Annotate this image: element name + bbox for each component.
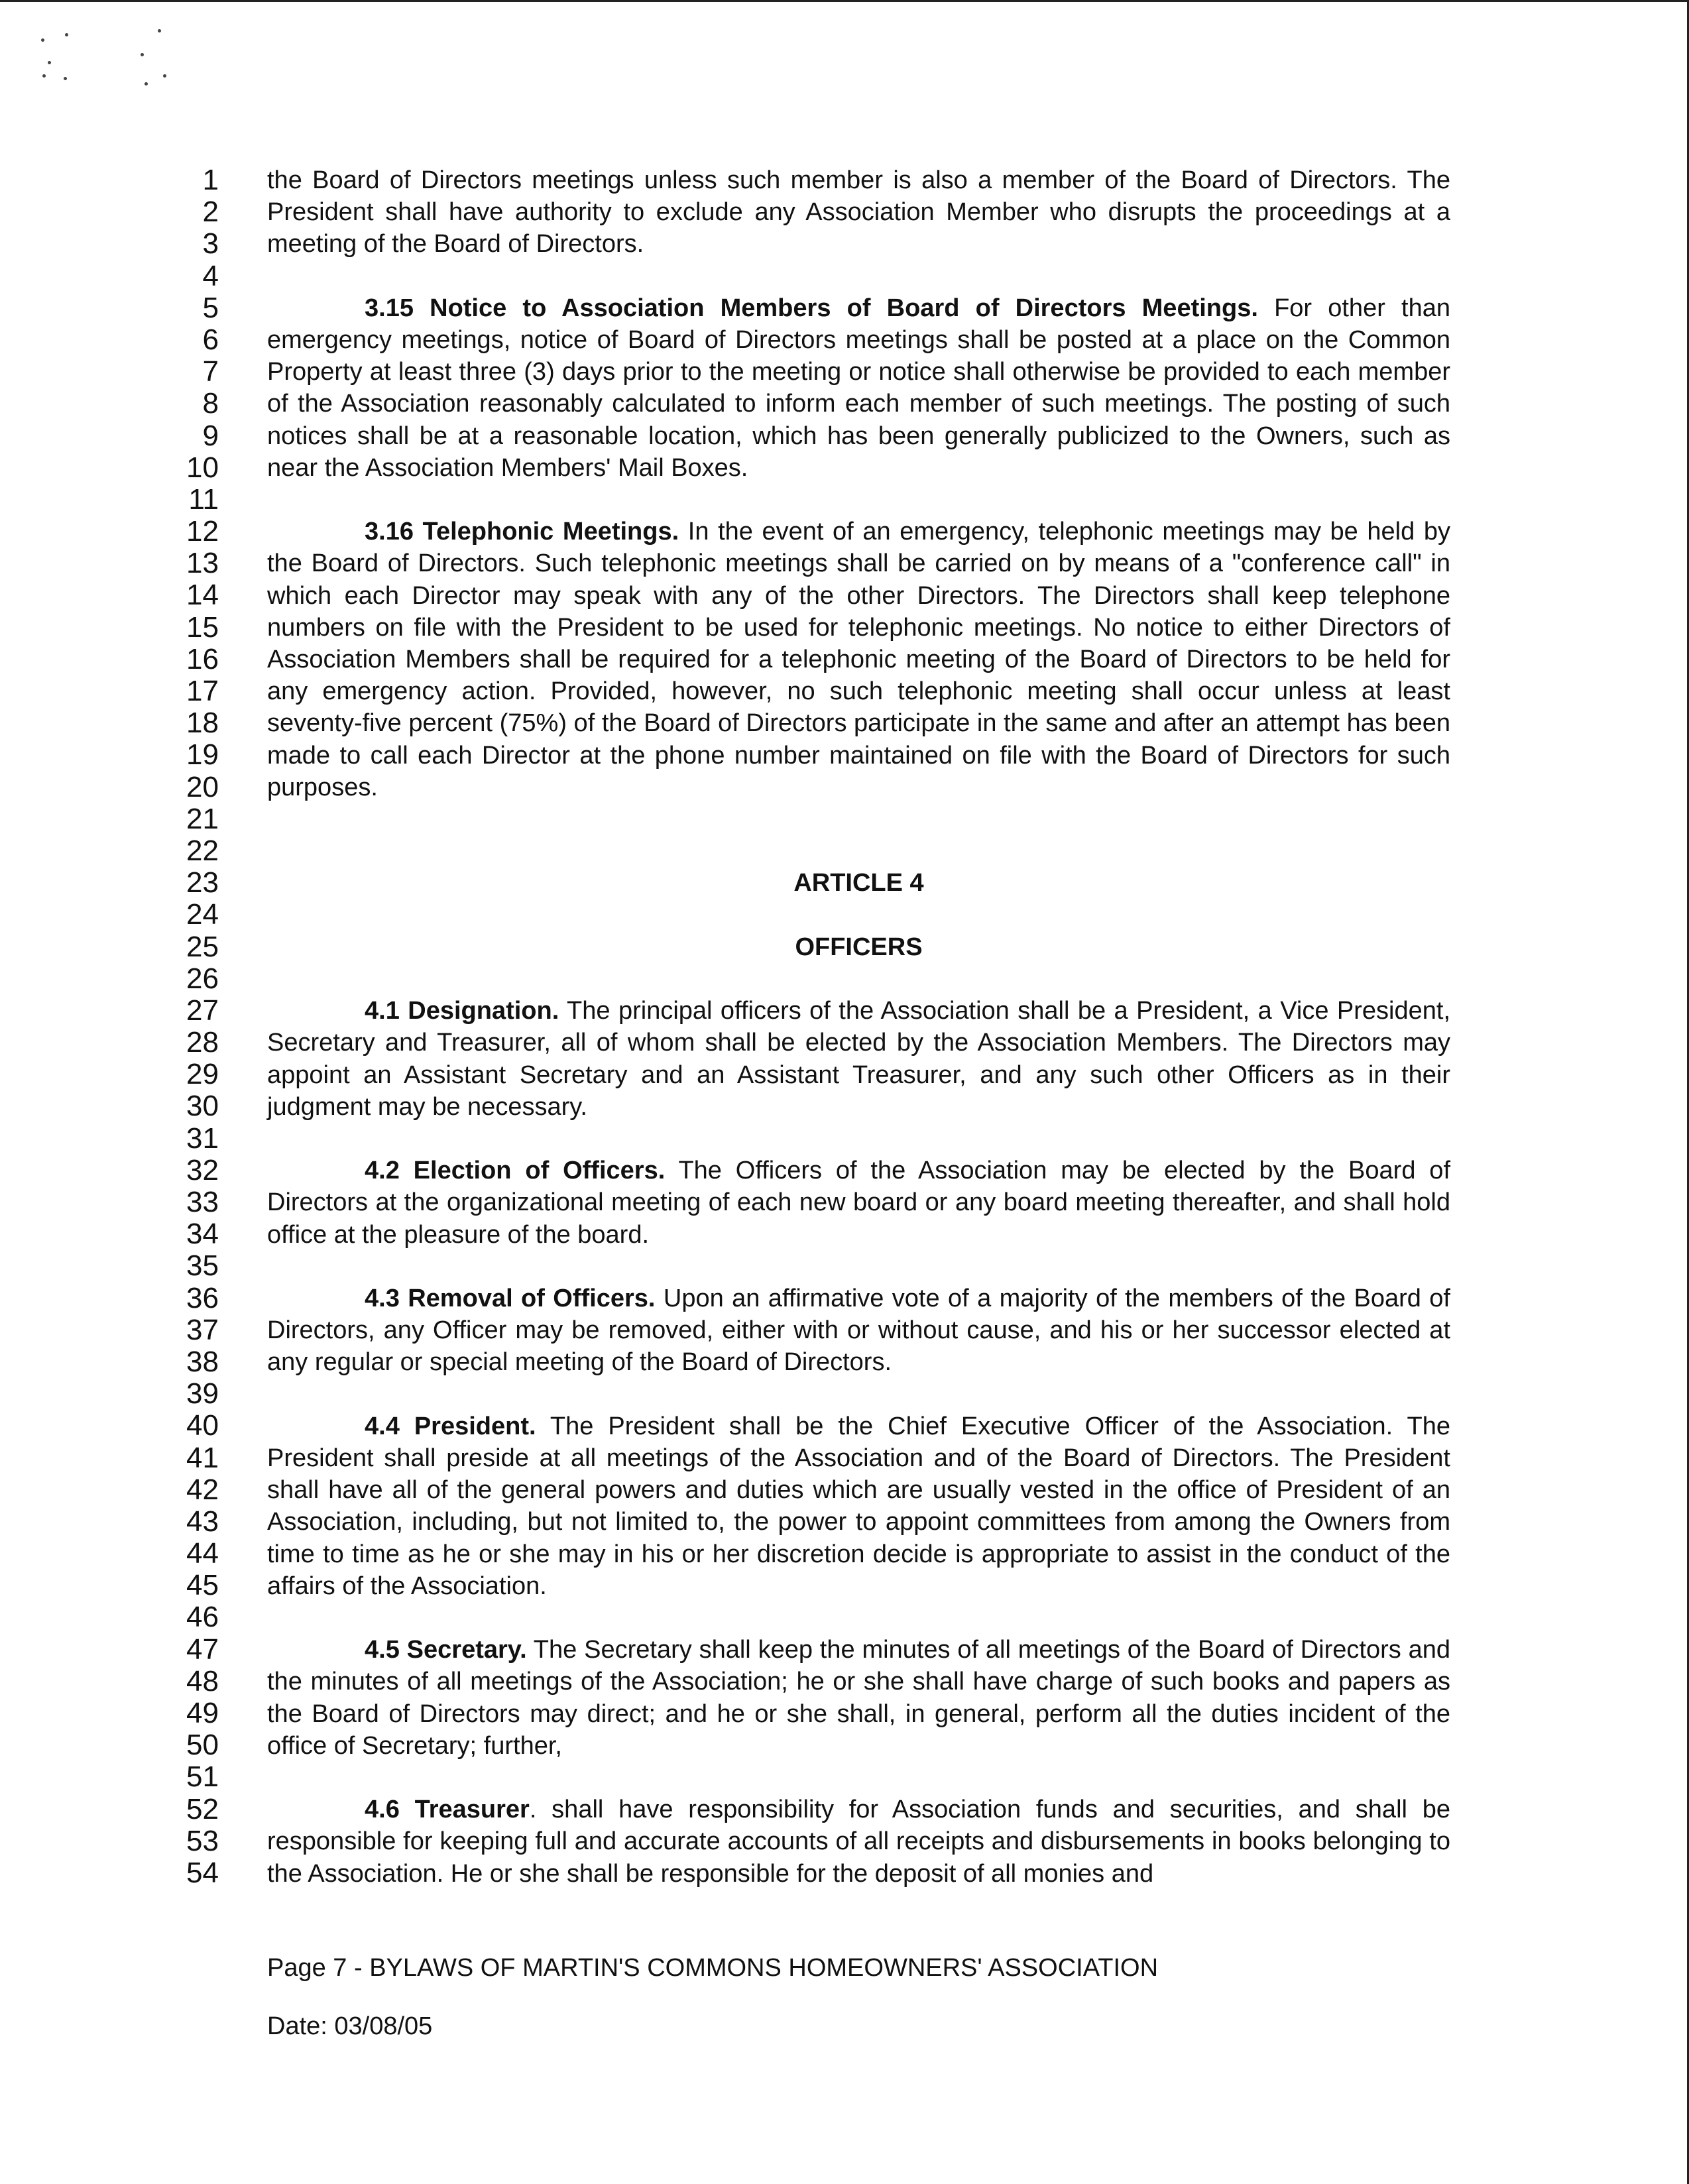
scan-speck [158,29,161,32]
line-number-column [152,164,219,1889]
line-number: 42 [186,1473,219,1506]
line-number: 52 [186,1792,219,1825]
line-number: 36 [186,1281,219,1314]
scan-edge-top [0,0,1689,2]
section-text: The Secretary shall keep the minutes of all meetings of the Board of Directors and the minutes of all meetings of the Association; he or she shall have charge of such books and papers as the Board of Directors may direct; and he or she shall, in general, perform all the duties incident of the office of Secretary; further, [267,1636,1450,1760]
line-number: 44 [186,1537,219,1570]
section-heading: 4.1 Designation. [365,997,559,1025]
line-number: 40 [186,1409,219,1442]
line-number: 27 [186,994,219,1027]
section-text: In the event of an emergency, telephonic meetings may be held by the Board of Directors. Such telephonic meetings shall be carried on by means of a "conference call" in which each Director may speak with any of the other Directors. The Directors shall keep telephone numbers on file with the President to be used for telephonic meetings. No notice to either Directors of Association Members shall be required for a telephonic meeting of the Board of Directors to be held for any emergency action. Provided, however, no such telephonic meeting shall occur unless at least seventy-five percent (75%) of the Board of Directors participate in the same and after an attempt has been made to call each Director at the phone number maintained on file with the Board of Directors for such purposes. [267,518,1450,801]
section-4-1 [267,995,1450,1123]
line-number: 9 [202,419,219,452]
section-4-6 [267,1794,1450,1890]
line-number: 26 [186,962,219,995]
line-number: 45 [186,1569,219,1602]
line-number: 37 [186,1313,219,1346]
line-number: 24 [186,898,219,931]
section-text: The Officers of the Association may be elected by the Board of Directors at the organizational meeting of each new board or any board meeting thereafter, and shall hold office at the pleasure of the board. [267,1157,1451,1249]
footer-date-line: Date: 03/08/05 [267,2012,433,2040]
line-number: 4 [202,259,219,292]
section-text: For other than emergency meetings, notice of Board of Directors meetings shall be posted at a place on the Common Property at least three (3) days prior to the meeting or notice shall otherwise be provided to each member of the Association reasonably calculated to inform each member of such meetings. The posting of such notices shall be at a reasonable location, which has been generally publicized to the Owners, such as near the Association Members' Mail Boxes. [267,294,1450,482]
line-number: 12 [186,515,219,548]
scan-speck [48,61,51,64]
line-number: 5 [202,291,219,324]
line-number: 35 [186,1249,219,1283]
scan-speck [41,38,44,42]
scan-speck [65,33,68,36]
line-number: 11 [188,483,219,516]
section-text: The President shall be the Chief Executive Officer of the Association. The President shall preside at all meetings of the Association and of the Board of Directors. The President shall have all of the general powers and duties which are usually vested in the office of President of an Association, including, but not limited to, the power to appoint committees from among the Owners from time to time as he or she may in his or her discretion decide is appropriate to assist in the conduct of the affairs of the Association. [267,1412,1450,1600]
line-number: 15 [186,610,219,644]
line-number: 31 [186,1121,219,1155]
section-3-16 [267,516,1450,803]
line-number: 39 [186,1377,219,1410]
line-number: 16 [186,642,219,675]
line-number: 1 [202,164,219,196]
section-text: The principal officers of the Association shall be a President, a Vice President, Secretary and Treasurer, all of whom shall be elected by the Association Members. The Directors may appoint an Assistant Secretary and an Assistant Treasurer, and any such other Officers as in their judgment may be necessary. [267,997,1451,1121]
article-subtitle: OFFICERS [795,933,923,961]
section-3-15 [267,292,1450,484]
section-heading: 4.2 Election of Officers. [365,1157,666,1185]
line-number: 47 [186,1633,219,1666]
line-number: 48 [186,1664,219,1697]
section-heading: 3.15 Notice to Association Members of Board of Directors Meetings. [365,294,1258,322]
line-number: 8 [202,387,219,420]
line-number: 28 [186,1026,219,1059]
line-number: 32 [186,1153,219,1186]
continuation-text: the Board of Directors meetings unless such member is also a member of the Board of Directors. The President shall have authority to exclude any Association Member who disrupts the proceedings at a meeting of the Board of Directors. [267,166,1450,259]
section-text: Upon an affirmative vote of a majority of the members of the Board of Directors, any Officer may be removed, either with or without cause, and his or her successor elected at any regular or special meeting of the Board of Directors. [267,1285,1450,1377]
section-heading: 4.3 Removal of Officers. [365,1285,656,1312]
line-number: 41 [186,1441,219,1474]
continuation-paragraph [267,164,1450,260]
line-number: 17 [186,675,219,707]
line-number: 2 [202,196,219,229]
line-number: 30 [186,1090,219,1123]
line-number: 38 [186,1345,219,1378]
line-number: 49 [186,1697,219,1729]
section-heading: 4.4 President. [365,1412,536,1440]
scan-speck [145,82,148,86]
line-number: 7 [202,355,219,388]
footer-page-line: Page 7 - BYLAWS OF MARTIN'S COMMONS HOMEOWNERS' ASSOCIATION [267,1954,1159,1982]
section-heading: 3.16 Telephonic Meetings. [365,518,679,546]
section-4-5 [267,1634,1450,1762]
document-body [267,164,1450,1890]
line-number: 3 [202,227,219,260]
scan-speck [141,53,144,56]
section-4-3 [267,1283,1450,1379]
line-number: 25 [186,930,219,963]
article-title: ARTICLE 4 [793,869,924,897]
line-number: 50 [186,1729,219,1762]
section-text: . shall have responsibility for Association funds and securities, and shall be responsible for keeping full and accurate accounts of all receipts and disbursements in books belonging to the Association. He or she shall be responsible for the deposit of all monies and [267,1796,1450,1888]
line-number: 6 [202,323,219,356]
line-number: 33 [186,1186,219,1218]
line-number: 23 [186,866,219,899]
line-number: 46 [186,1601,219,1634]
line-number: 43 [186,1505,219,1538]
section-4-4 [267,1410,1450,1602]
line-number: 14 [186,579,219,612]
section-heading: 4.6 Treasurer [365,1796,530,1824]
line-number: 10 [186,451,219,484]
line-number: 13 [186,547,219,580]
line-number: 19 [186,738,219,772]
line-number: 51 [186,1760,219,1794]
scan-speck [163,74,166,78]
scan-speck [64,77,67,80]
line-number: 22 [186,834,219,867]
section-4-2 [267,1155,1450,1251]
line-number: 29 [186,1058,219,1091]
section-heading: 4.5 Secretary. [365,1636,527,1664]
line-number: 20 [186,770,219,803]
line-number: 53 [186,1824,219,1857]
line-number: 18 [186,707,219,740]
scan-speck [42,74,46,78]
line-number: 54 [186,1856,219,1889]
line-number: 21 [186,802,219,835]
line-number: 34 [186,1218,219,1251]
